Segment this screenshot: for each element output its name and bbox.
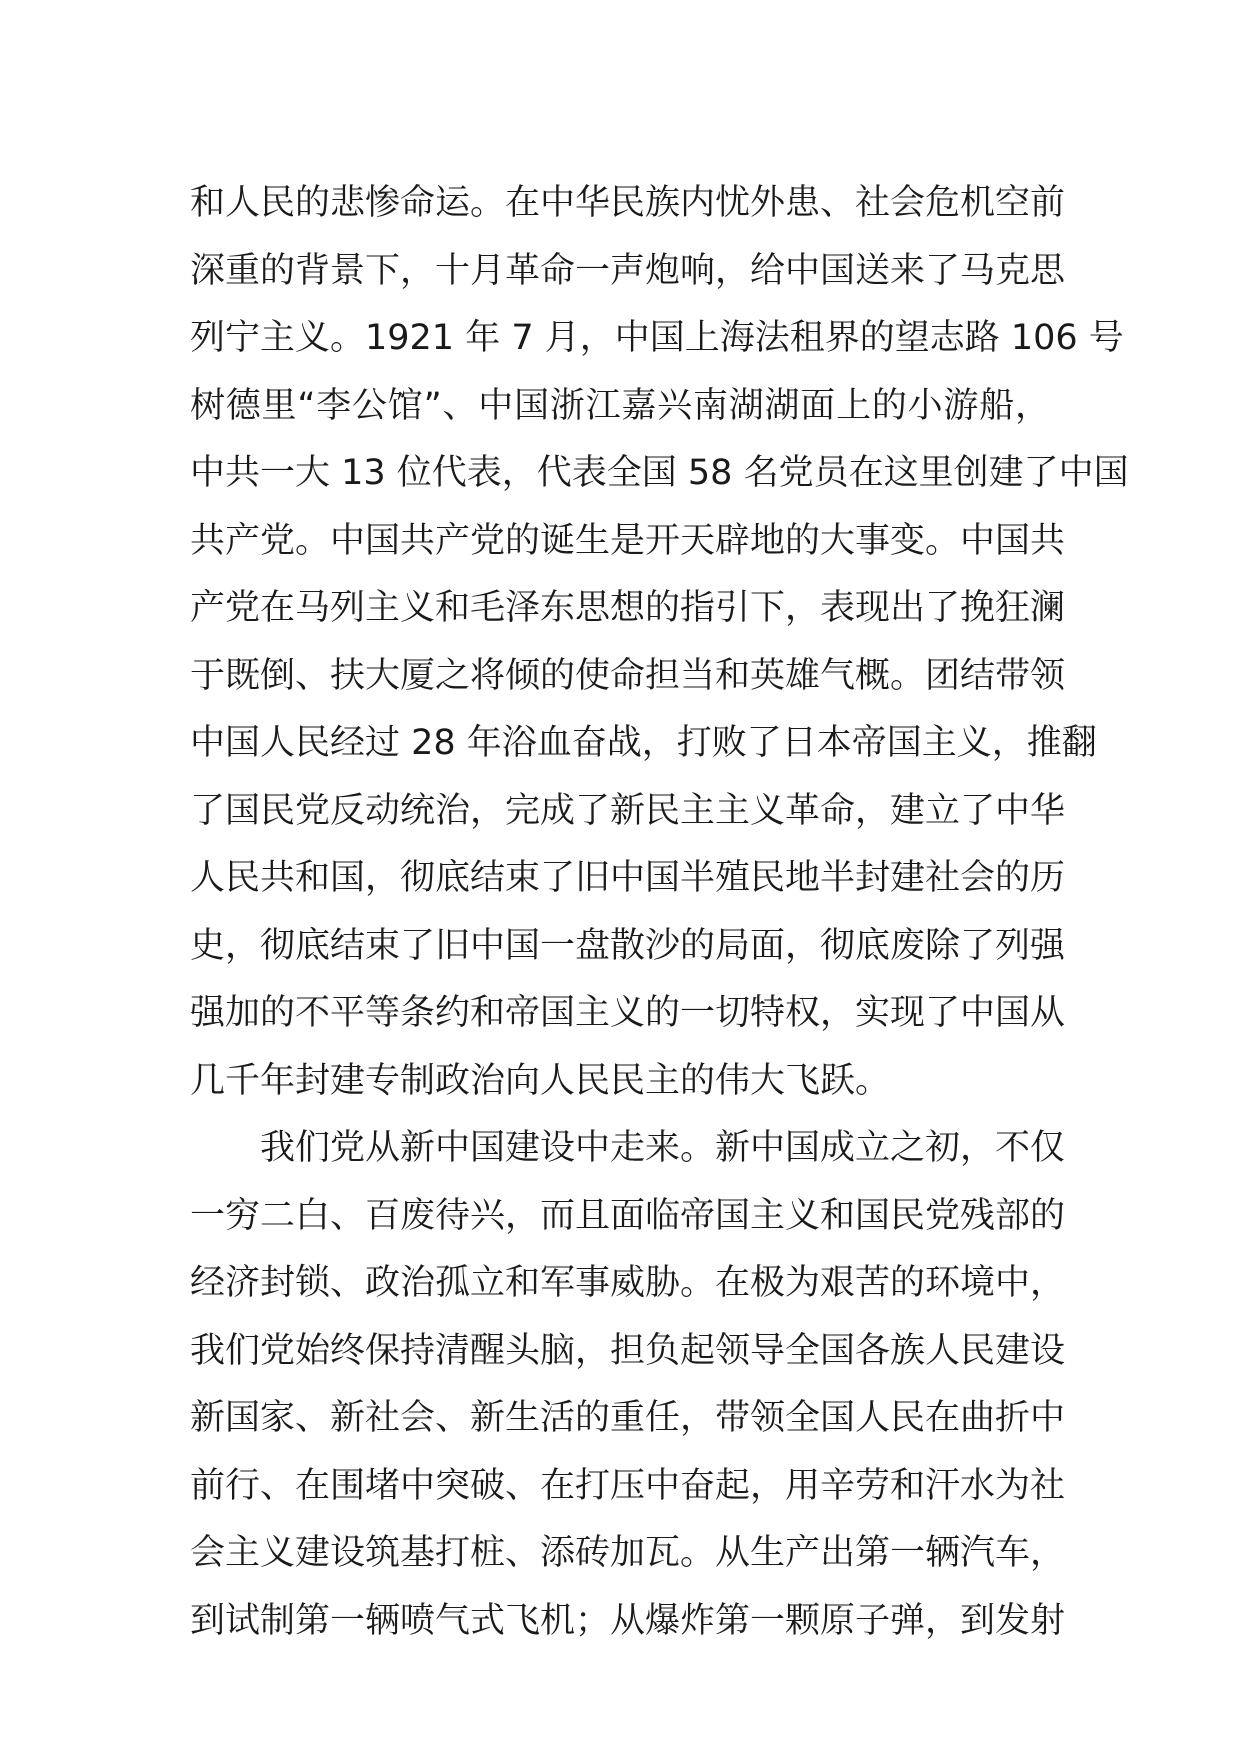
- text-line: 中国人民经过 28 年浴血奋战，打败了日本帝国主义，推翻: [190, 723, 1097, 763]
- text-line: 列宁主义。1921 年 7 月，中国上海法租界的望志路 106 号: [190, 318, 1124, 358]
- text-line: 中共一大 13 位代表，代表全国 58 名党员在这里创建了中国: [190, 453, 1129, 493]
- text-line: 一穷二白、百废待兴，而且面临帝国主义和国民党残部的: [190, 1195, 1066, 1236]
- text-line: 人民共和国，彻底结束了旧中国半殖民地半封建社会的历: [190, 858, 1066, 898]
- text-line: 树德里“李公馆”、中国浙江嘉兴南湖湖面上的小游船，: [190, 385, 1050, 426]
- paragraph-2: [190, 1115, 1066, 1655]
- text-line: 我们党始终保持清醒头脑，担负起领导全国各族人民建设: [190, 1330, 1066, 1371]
- text-line: 深重的背景下，十月革命一声炮响，给中国送来了马克思: [190, 250, 1066, 291]
- text-line: 于既倒、扶大厦之将倾的使命担当和英雄气概。团结带领: [190, 655, 1066, 696]
- text-line: 到试制第一辆喷气式飞机；从爆炸第一颗原子弹，到发射: [190, 1600, 1066, 1641]
- text-line: 会主义建设筑基打桩、添砖加瓦。从生产出第一辆汽车，: [190, 1533, 1066, 1573]
- paragraph-1: [190, 170, 1129, 1115]
- text-line: 我们党从新中国建设中走来。新中国成立之初，不仅: [260, 1128, 1066, 1168]
- text-line: 共产党。中国共产党的诞生是开天辟地的大事变。中国共: [190, 520, 1066, 561]
- text-line: 经济封锁、政治孤立和军事威胁。在极为艰苦的环境中，: [190, 1263, 1066, 1303]
- text-line: 前行、在围堵中突破、在打压中奋起，用辛劳和汗水为社: [190, 1465, 1066, 1506]
- text-line: 几千年封建专制政治向人民民主的伟大飞跃。: [190, 1060, 891, 1101]
- text-line: 和人民的悲惨命运。在中华民族内忧外患、社会危机空前: [190, 183, 1066, 223]
- text-line: 新国家、新社会、新生活的重任，带领全国人民在曲折中: [190, 1398, 1066, 1438]
- text-line: 产党在马列主义和毛泽东思想的指引下，表现出了挽狂澜: [190, 588, 1066, 628]
- text-line: 强加的不平等条约和帝国主义的一切特权，实现了中国从: [190, 993, 1066, 1033]
- text-line: 了国民党反动统治，完成了新民主主义革命，建立了中华: [190, 790, 1066, 831]
- text-line: 史，彻底结束了旧中国一盘散沙的局面，彻底废除了列强: [190, 925, 1066, 966]
- document-body: [190, 170, 1129, 1655]
